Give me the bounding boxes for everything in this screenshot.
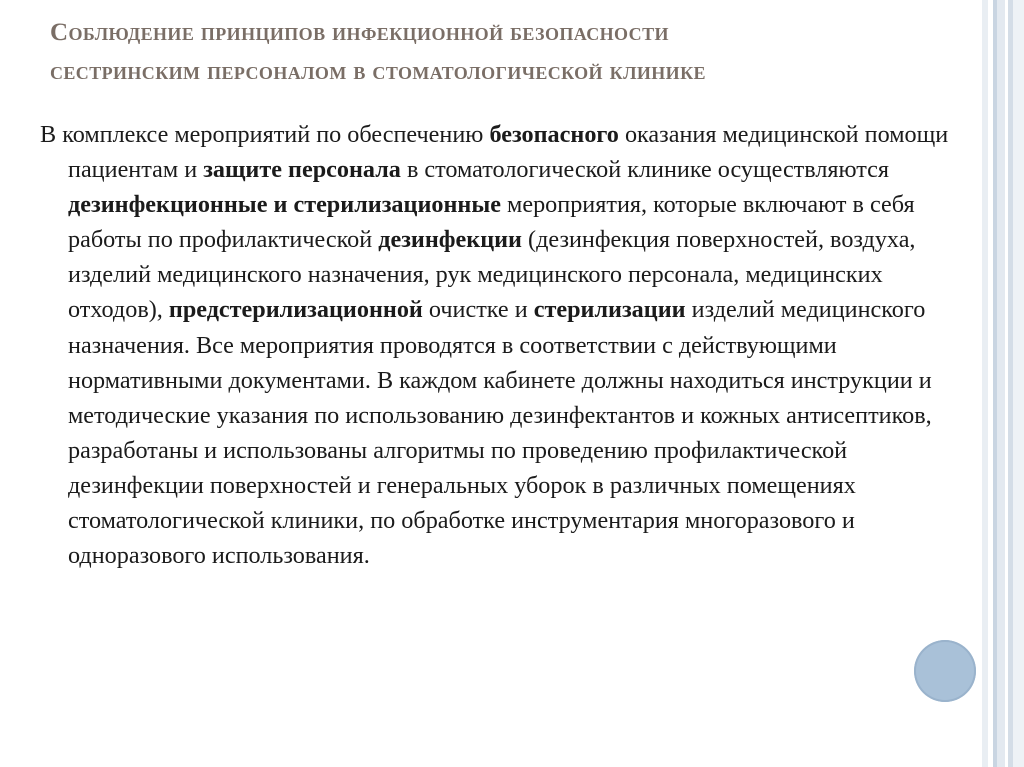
- bold-term: безопасного: [489, 121, 619, 148]
- text-segment: мероприятия, которые включают в себя работы по профилактической: [68, 191, 915, 254]
- title-line-2: сестринским персоналом в стоматологической клинике: [50, 57, 706, 85]
- bold-term: дезинфекционные и стерилизационные: [68, 191, 501, 219]
- body-text: [40, 117, 975, 573]
- paragraph-start: В: [40, 121, 57, 148]
- main-paragraph: [40, 117, 975, 573]
- text-segment: очистке и: [422, 296, 534, 324]
- bold-term: предстерилизационной: [168, 296, 423, 324]
- text-segment: изделий медицинского назначения. Все мероприятия проводятся в соответствии с действующими нормативными документами. В каждом кабинете должны находиться инструкции и методические указания по использованию дезинфектантов и кожных антисептиков, разработаны и использованы алгоритмы по проведению профилактической дезинфекции поверхностей и генеральных уборок в различных помещениях стоматологической клиники, по обработке инструментария многоразового и одноразового использования.: [68, 296, 932, 570]
- stripe: [997, 0, 1005, 767]
- bold-term: дезинфекции: [378, 226, 522, 254]
- bold-term: стерилизации: [533, 296, 686, 324]
- decorative-circle: [914, 640, 976, 702]
- stripe: [1013, 0, 1024, 767]
- decorative-stripes: [982, 0, 1024, 767]
- text-segment: в стоматологической клинике осуществляются: [400, 156, 890, 184]
- text-segment: (дезинфекция поверхностей, воздуха, изделий медицинского назначения, рук медицинского персонала, медицинских отходов),: [68, 226, 916, 324]
- text-segment: оказания медицинской помощи пациентам и: [68, 121, 949, 184]
- bold-term: защите персонала: [203, 156, 401, 184]
- text-segment: комплексе мероприятий по обеспечению: [56, 121, 490, 148]
- slide-title: [50, 14, 970, 92]
- title-line-1: Соблюдение принципов инфекционной безопасности: [50, 19, 669, 46]
